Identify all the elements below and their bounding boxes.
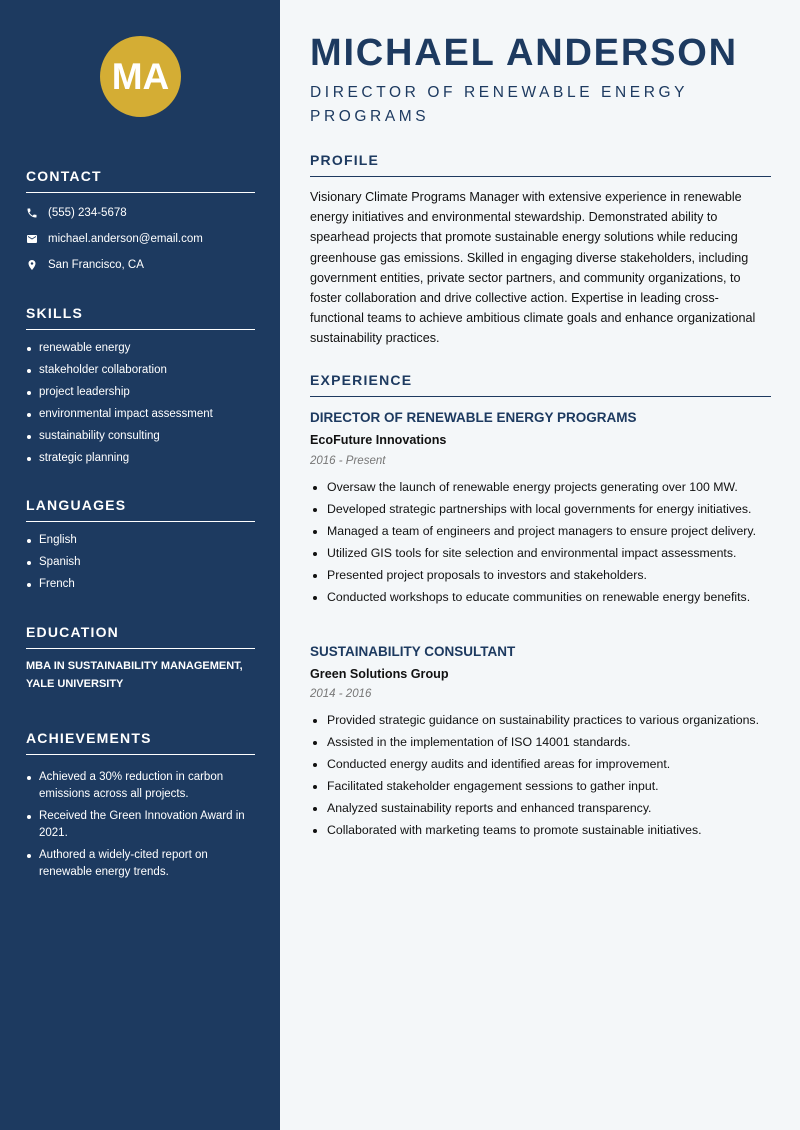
skill-item: environmental impact assessment <box>26 406 255 423</box>
job-bullet: Assisted in the implementation of ISO 14001 standards. <box>310 734 772 752</box>
profile-text: Visionary Climate Programs Manager with extensive experience in renewable energy initiatives and environmental stewardship. Demonstrated ability to spearhead projects that promote sustainable energy solutions while reducing greenhouse gas emissions. Skilled in engaging diverse stakeholders, including government entities, private sector partners, and community organizations, to foster collaboration and drive collective action. Expertise in leading cross-functional teams to achieve ambitious climate goals and enhance organizational sustainability practices. <box>310 190 756 346</box>
experience-heading: EXPERIENCE <box>310 372 771 397</box>
sidebar <box>0 0 280 1130</box>
job-bullet: Conducted workshops to educate communities on renewable energy benefits. <box>310 589 772 607</box>
job-dates: 2016 - Present <box>310 455 386 467</box>
language-item: English <box>26 532 255 549</box>
skill-item: sustainability consulting <box>26 428 255 445</box>
achievements-list <box>26 769 255 881</box>
languages-list <box>26 532 255 593</box>
job-bullet: Presented project proposals to investors and stakeholders. <box>310 567 772 585</box>
location-text: San Francisco, CA <box>48 259 144 271</box>
job-bullet: Facilitated stakeholder engagement sessions to gather input. <box>310 778 772 796</box>
email-text[interactable]: michael.anderson@email.com <box>48 233 203 245</box>
achievement-item: Received the Green Innovation Award in 2021. <box>26 808 255 842</box>
job-bullet: Oversaw the launch of renewable energy projects generating over 100 MW. <box>310 479 772 497</box>
job-bullet: Provided strategic guidance on sustainability practices to various organizations. <box>310 712 772 730</box>
job-bullets <box>310 712 772 845</box>
skills-section <box>26 305 255 472</box>
skill-item: project leadership <box>26 384 255 401</box>
languages-section <box>26 497 255 598</box>
achievement-item: Achieved a 30% reduction in carbon emissions across all projects. <box>26 769 255 803</box>
profile-heading: PROFILE <box>310 152 771 177</box>
job-title: SUSTAINABILITY CONSULTANT <box>310 644 516 659</box>
job-title: DIRECTOR OF RENEWABLE ENERGY PROGRAMS <box>310 410 637 425</box>
candidate-name: MICHAEL ANDERSON <box>310 32 738 74</box>
job-company: Green Solutions Group <box>310 667 449 681</box>
skills-list <box>26 340 255 467</box>
language-item: French <box>26 576 255 593</box>
location-pin-icon <box>26 259 48 271</box>
job-company: EcoFuture Innovations <box>310 433 447 447</box>
contact-location <box>26 252 255 278</box>
contact-heading: CONTACT <box>26 168 255 193</box>
contact-phone <box>26 200 255 226</box>
skill-item: strategic planning <box>26 450 255 467</box>
email-icon <box>26 233 48 245</box>
education-entry: MBA IN SUSTAINABILITY MANAGEMENT, YALE UNIVERSITY <box>26 660 243 690</box>
skills-heading: SKILLS <box>26 305 255 330</box>
education-heading: EDUCATION <box>26 624 255 649</box>
contact-email <box>26 226 255 252</box>
main-content <box>280 0 800 1130</box>
phone-text: (555) 234-5678 <box>48 207 127 219</box>
skill-item: renewable energy <box>26 340 255 357</box>
job-bullet: Developed strategic partnerships with local governments for energy initiatives. <box>310 501 772 519</box>
achievements-heading: ACHIEVEMENTS <box>26 730 255 755</box>
candidate-role: DIRECTOR OF RENEWABLE ENERGY PROGRAMS <box>310 84 688 125</box>
languages-heading: LANGUAGES <box>26 497 255 522</box>
achievements-section <box>26 730 255 886</box>
skill-item: stakeholder collaboration <box>26 362 255 379</box>
phone-icon <box>26 207 48 219</box>
education-section <box>26 624 255 693</box>
job-dates: 2014 - 2016 <box>310 688 372 700</box>
job-bullet: Managed a team of engineers and project managers to ensure project delivery. <box>310 523 772 541</box>
job-bullet: Conducted energy audits and identified areas for improvement. <box>310 756 772 774</box>
job-bullet: Analyzed sustainability reports and enhanced transparency. <box>310 800 772 818</box>
contact-section <box>26 168 255 278</box>
job-bullet: Utilized GIS tools for site selection and environmental impact assessments. <box>310 545 772 563</box>
avatar-initials: MA <box>100 36 181 117</box>
job-bullet: Collaborated with marketing teams to promote sustainable initiatives. <box>310 822 772 840</box>
language-item: Spanish <box>26 554 255 571</box>
job-bullets <box>310 479 772 612</box>
achievement-item: Authored a widely-cited report on renewable energy trends. <box>26 847 255 881</box>
